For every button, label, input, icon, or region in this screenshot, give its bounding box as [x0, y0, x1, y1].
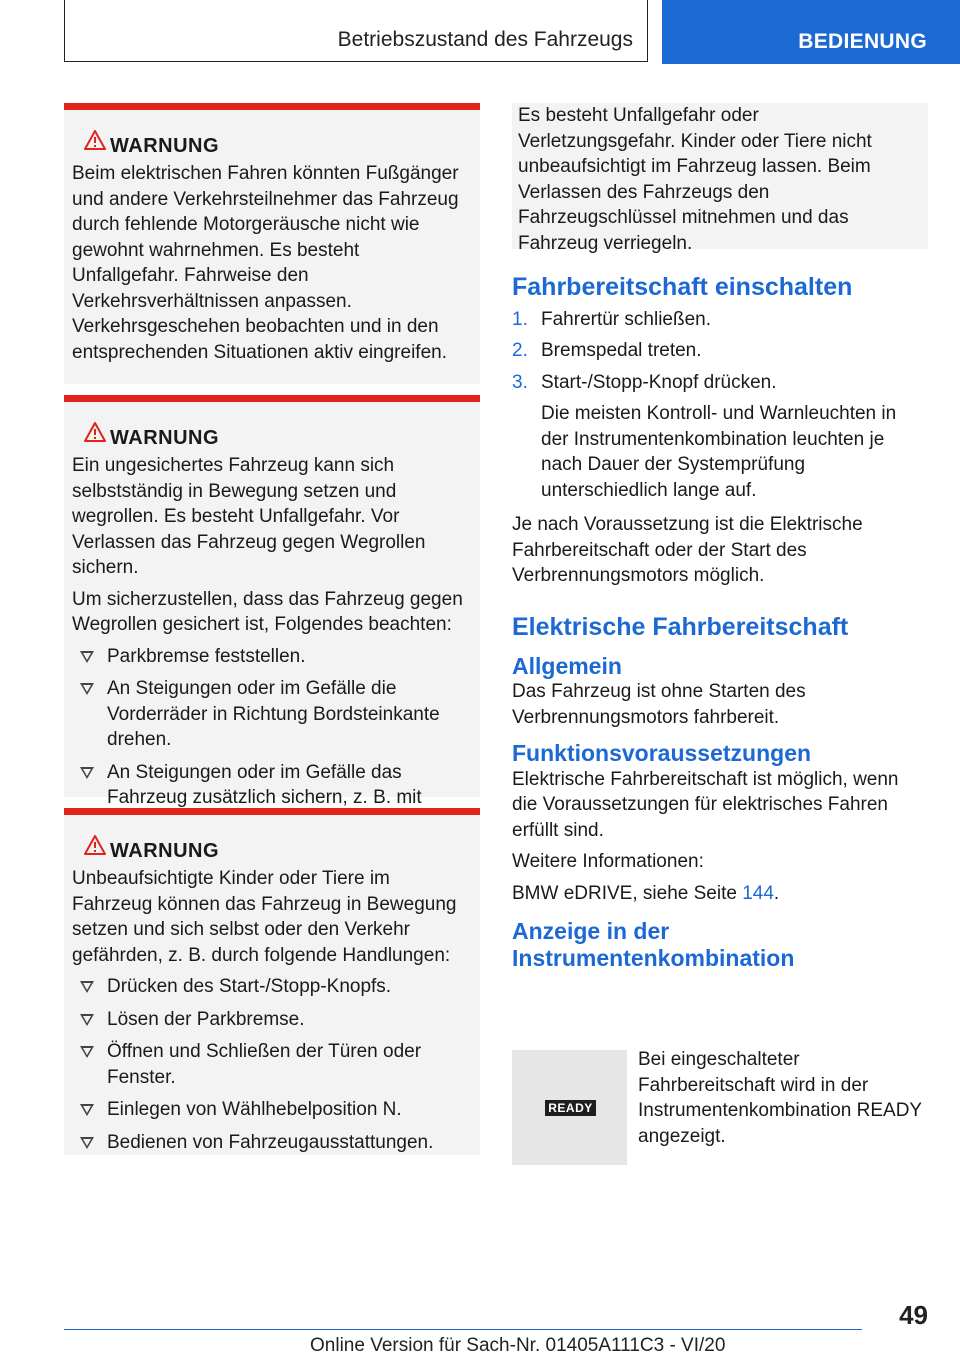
- body-text: Je nach Voraussetzung ist die Elektrische Fahrbereitschaft oder der Start des Verbrennungsmotors möglich.: [512, 514, 863, 586]
- section-fahrbereitschaft: [512, 275, 928, 589]
- list-item: Lösen der Parkbremse.: [72, 1007, 470, 1033]
- body-text: Bei eingeschalteter Fahrbereitschaft wird in der Instrumentenkombination READY angezeigt.: [638, 1049, 922, 1147]
- warning-continuation: [512, 103, 928, 254]
- warning-box-1: [64, 103, 480, 384]
- warning-text: Beim elektrischen Fahren könnten Fußgänger und andere Verkehrsteilnehmer das Fahrzeug durch fehlende Motorgeräusche nicht wie gewohnt wahrnehmen. Es besteht Unfallgefahr. Fahrweise den Verkehrsverhältnissen anpassen. Verkehrsgeschehen beobachten und in den entsprechenden Situationen aktiv eingreifen.: [72, 163, 459, 363]
- bullet-list: [72, 974, 470, 1155]
- list-item: An Steigungen oder im Gefälle die Vorderräder in Richtung Bordsteinkante drehen.: [72, 676, 470, 753]
- ready-display-image: [512, 1050, 627, 1165]
- header-frame: [64, 0, 648, 62]
- bullet-triangle-icon: [80, 683, 94, 695]
- bullet-triangle-icon: [80, 1104, 94, 1116]
- body-text: Elektrische Fahrbereitschaft ist möglich, wenn die Voraussetzungen für elektrisches Fahren erfüllt sind.: [512, 768, 899, 841]
- warning-box-2: [64, 395, 480, 808]
- chapter-title: Betriebszustand des Fahrzeugs: [337, 28, 633, 51]
- body-text: Weitere Informationen:: [512, 851, 704, 872]
- page-link[interactable]: 144: [742, 882, 774, 904]
- bullet-triangle-icon: [80, 1046, 94, 1058]
- list-item: Öffnen und Schließen der Türen oder Fenster.: [72, 1039, 470, 1090]
- warning-text: Unbeaufsichtigte Kinder oder Tiere im Fahrzeug können das Fahrzeug in Bewegung setzen und sich selbst oder den Verkehr gefährden, z. B. durch folgende Handlungen:: [72, 868, 457, 966]
- warning-triangle-icon: [84, 422, 106, 442]
- subsection-heading: Funktionsvoraussetzungen: [512, 740, 812, 766]
- warning-text: Ein ungesichertes Fahrzeug kann sich selbstständig in Bewegung setzen und wegrollen. Es besteht Unfallgefahr. Vor Verlassen das Fahrzeug gegen Wegrollen sichern.: [72, 455, 426, 578]
- warning-box-3: [64, 808, 480, 1155]
- list-item: Bedienen von Fahrzeugausstattungen.: [72, 1130, 470, 1156]
- ready-indicator: READY: [545, 1100, 596, 1116]
- warning-header: [72, 426, 470, 450]
- section-heading: Elektrische Fahrbereitschaft: [512, 613, 849, 641]
- bullet-triangle-icon: [80, 651, 94, 663]
- subsection-heading: Anzeige in der Instrumentenkombination: [512, 918, 795, 971]
- steps-list: [512, 307, 928, 396]
- subsection-heading: Allgemein: [512, 652, 622, 679]
- footer-text: Online Version für Sach-Nr. 01405A111C3 - VI/20: [310, 1335, 726, 1356]
- body-text: Das Fahrzeug ist ohne Starten des Verbrennungsmotors fahrbereit.: [512, 681, 806, 728]
- warning-header: [72, 839, 470, 863]
- warning-text: Um sicherzustellen, dass das Fahrzeug gegen Wegrollen gesichert ist, Folgendes beachten:: [72, 588, 463, 635]
- bullet-triangle-icon: [80, 767, 94, 779]
- page-reference: BMW eDRIVE, siehe Seite 144.: [512, 882, 780, 904]
- section-tab[interactable]: [662, 0, 960, 64]
- warning-text: Es besteht Unfallgefahr oder Verletzungsgefahr. Kinder oder Tiere nicht unbeaufsichtigt im Fahrzeug lassen. Beim Verlassen des Fahrzeugs den Fahrzeugschlüssel mitnehmen und das Fahrzeug verriegeln.: [518, 105, 872, 254]
- section-heading: Fahrbereitschaft einschalten: [512, 273, 853, 301]
- warning-triangle-icon: [84, 835, 106, 855]
- list-item: An Steigungen oder im Gefälle das Fahrzeug zusätzlich sichern, z. B. mit: [72, 760, 470, 837]
- list-item: Drücken des Start-/Stopp-Knopfs.: [72, 974, 470, 1000]
- page-number: 49: [899, 1300, 928, 1330]
- warning-header: [72, 134, 470, 158]
- list-item: Einlegen von Wählhebelposition N.: [72, 1097, 470, 1123]
- section-elektrisch: [512, 615, 928, 972]
- bullet-triangle-icon: [80, 1014, 94, 1026]
- list-item: 2. Bremspedal treten.: [512, 340, 702, 361]
- warning-label: WARNUNG: [110, 135, 220, 157]
- warning-triangle-icon: [84, 130, 106, 150]
- list-item: 3. Start-/Stopp-Knopf drücken.: [512, 371, 777, 393]
- list-item: 1. Fahrertür schließen.: [512, 308, 712, 330]
- step-note: Die meisten Kontroll- und Warnleuchten in der Instrumentenkombination leuchten je nach Dauer der Systemprüfung unterschiedlich lange auf.: [541, 403, 897, 501]
- bullet-triangle-icon: [80, 1137, 94, 1149]
- warning-label: WARNUNG: [110, 840, 220, 862]
- footer-divider: [64, 1329, 862, 1330]
- warning-label: WARNUNG: [110, 427, 220, 449]
- list-item: Parkbremse feststellen.: [72, 644, 470, 670]
- section-tab-label: BEDIENUNG: [798, 30, 927, 53]
- bullet-triangle-icon: [80, 981, 94, 993]
